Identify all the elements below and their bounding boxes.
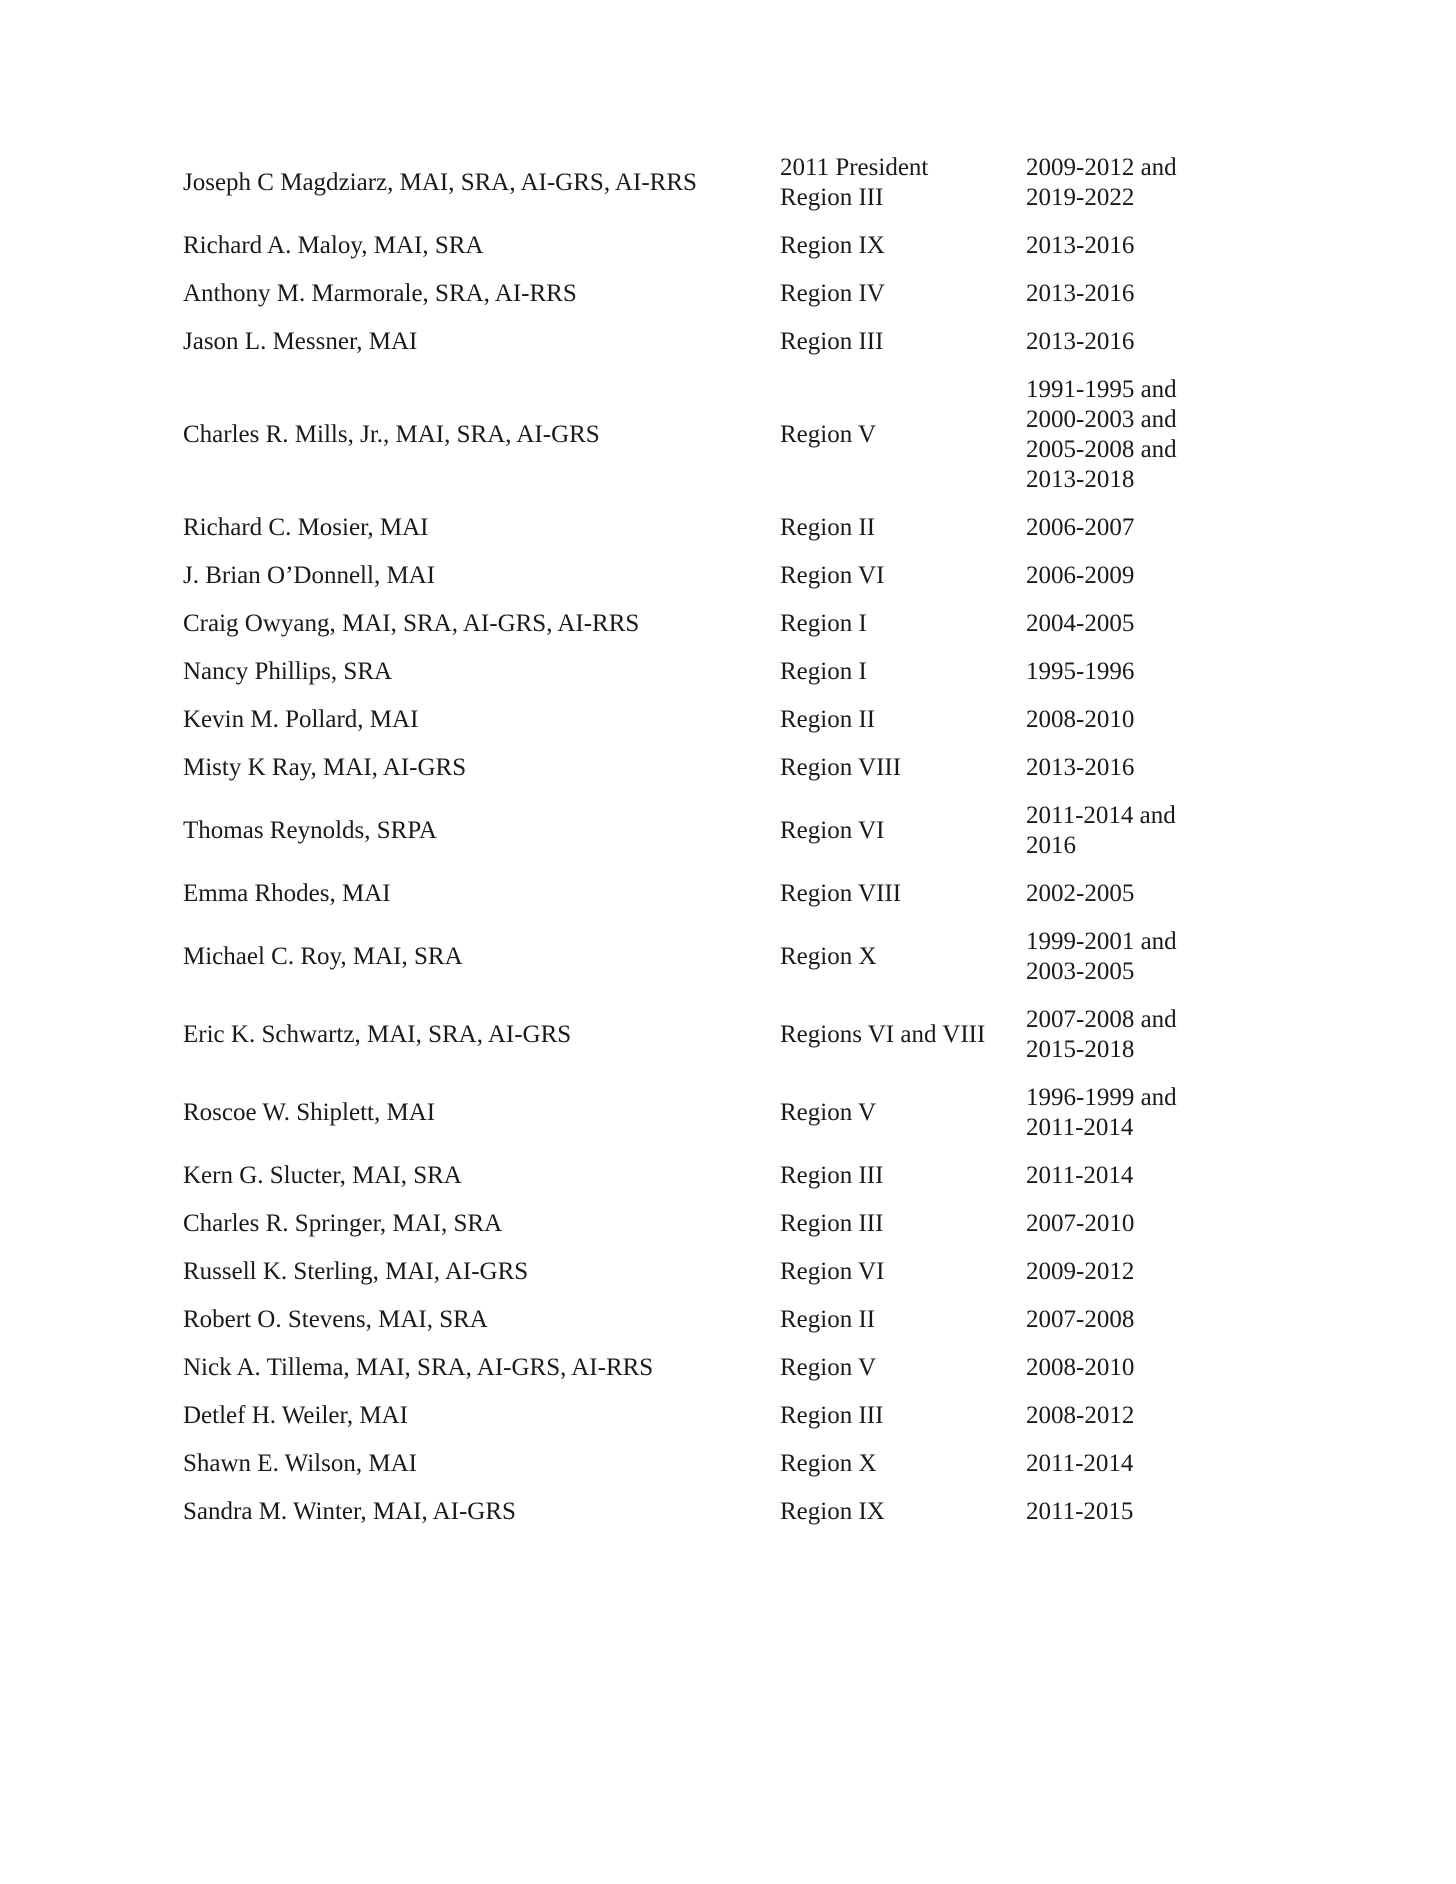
roster-body <box>183 153 1243 1536</box>
member-region <box>780 996 1026 1074</box>
roster-row <box>183 1392 1243 1440</box>
member-name: Eric K. Schwartz, MAI, SRA, AI-GRS <box>183 1021 572 1048</box>
years-line: 2003-2005 <box>1026 958 1135 985</box>
roster-row <box>183 552 1243 600</box>
member-name: Kern G. Slucter, MAI, SRA <box>183 1162 462 1189</box>
years-line: 2007-2010 <box>1026 1210 1135 1237</box>
member-years <box>1026 792 1243 870</box>
member-region <box>780 648 1026 696</box>
roster-row <box>183 1074 1243 1152</box>
years-line: 2013-2016 <box>1026 280 1135 307</box>
years-line: 2004-2005 <box>1026 610 1135 637</box>
member-name: Emma Rhodes, MAI <box>183 880 391 907</box>
years-line: 2015-2018 <box>1026 1036 1135 1063</box>
member-years <box>1026 153 1243 222</box>
roster-row <box>183 918 1243 996</box>
member-name: Richard A. Maloy, MAI, SRA <box>183 232 484 259</box>
member-name: Nancy Phillips, SRA <box>183 658 393 685</box>
member-years <box>1026 744 1243 792</box>
roster-row <box>183 1488 1243 1536</box>
member-years <box>1026 918 1243 996</box>
member-years <box>1026 600 1243 648</box>
years-line: 2006-2007 <box>1026 514 1135 541</box>
member-region <box>780 1296 1026 1344</box>
member-years <box>1026 870 1243 918</box>
region-line: Region II <box>780 514 876 541</box>
years-line: 2011-2015 <box>1026 1498 1134 1525</box>
roster-row <box>183 504 1243 552</box>
years-line: 2007-2008 <box>1026 1306 1135 1333</box>
years-line: 2011-2014 <box>1026 1450 1134 1477</box>
years-line: 2011-2014 <box>1026 1162 1134 1189</box>
region-line: Region X <box>780 943 877 970</box>
years-line: 2019-2022 <box>1026 184 1135 211</box>
region-line: Region III <box>780 1210 884 1237</box>
member-region <box>780 1248 1026 1296</box>
region-line: Region V <box>780 421 877 448</box>
member-region <box>780 1074 1026 1152</box>
member-name: Russell K. Sterling, MAI, AI-GRS <box>183 1258 529 1285</box>
roster-row <box>183 696 1243 744</box>
member-name: Nick A. Tillema, MAI, SRA, AI-GRS, AI-RRS <box>183 1354 654 1381</box>
member-region <box>780 1200 1026 1248</box>
roster-row <box>183 648 1243 696</box>
years-line: 1999-2001 and <box>1026 928 1177 955</box>
region-line: Region VI <box>780 1258 885 1285</box>
years-line: 2016 <box>1026 832 1076 859</box>
region-line: Region I <box>780 658 867 685</box>
region-line: Region IX <box>780 1498 885 1525</box>
member-region <box>780 870 1026 918</box>
member-name: Roscoe W. Shiplett, MAI <box>183 1099 436 1126</box>
roster-row <box>183 1248 1243 1296</box>
member-years <box>1026 222 1243 270</box>
roster-row <box>183 792 1243 870</box>
years-line: 2000-2003 and <box>1026 406 1177 433</box>
years-line: 2011-2014 <box>1026 1114 1134 1141</box>
member-years <box>1026 270 1243 318</box>
member-region <box>780 1344 1026 1392</box>
years-line: 2013-2016 <box>1026 232 1135 259</box>
region-line: Region VIII <box>780 754 902 781</box>
roster-row <box>183 1152 1243 1200</box>
member-name: Misty K Ray, MAI, AI-GRS <box>183 754 467 781</box>
roster-row <box>183 1440 1243 1488</box>
member-region <box>780 1488 1026 1536</box>
member-name: Charles R. Springer, MAI, SRA <box>183 1210 503 1237</box>
roster-row <box>183 1296 1243 1344</box>
years-line: 2006-2009 <box>1026 562 1135 589</box>
region-line: Region III <box>780 328 884 355</box>
region-line: Region VI <box>780 562 885 589</box>
member-region <box>780 504 1026 552</box>
years-line: 2013-2016 <box>1026 328 1135 355</box>
member-region <box>780 1152 1026 1200</box>
roster-row <box>183 996 1243 1074</box>
years-line: 2013-2016 <box>1026 754 1135 781</box>
member-years <box>1026 996 1243 1074</box>
roster-row <box>183 366 1243 504</box>
member-years <box>1026 1488 1243 1536</box>
roster-row <box>183 870 1243 918</box>
member-region <box>780 600 1026 648</box>
member-name: Thomas Reynolds, SRPA <box>183 817 437 844</box>
roster-row <box>183 600 1243 648</box>
member-years <box>1026 1074 1243 1152</box>
years-line: 2007-2008 and <box>1026 1006 1177 1033</box>
region-line: Region X <box>780 1450 877 1477</box>
member-region <box>780 318 1026 366</box>
member-years <box>1026 1248 1243 1296</box>
years-line: 1996-1999 and <box>1026 1084 1177 1111</box>
member-years <box>1026 552 1243 600</box>
region-line: Region V <box>780 1099 877 1126</box>
member-years <box>1026 1344 1243 1392</box>
region-line: Region I <box>780 610 867 637</box>
member-name: Craig Owyang, MAI, SRA, AI-GRS, AI-RRS <box>183 610 640 637</box>
region-line: Region V <box>780 1354 877 1381</box>
member-years <box>1026 1296 1243 1344</box>
member-name: Detlef H. Weiler, MAI <box>183 1402 408 1429</box>
member-years <box>1026 696 1243 744</box>
member-name: Sandra M. Winter, MAI, AI-GRS <box>183 1498 516 1525</box>
member-years <box>1026 648 1243 696</box>
member-region <box>780 552 1026 600</box>
years-line: 2008-2010 <box>1026 1354 1135 1381</box>
years-line: 2008-2012 <box>1026 1402 1135 1429</box>
member-name: Richard C. Mosier, MAI <box>183 514 429 541</box>
member-region <box>780 1392 1026 1440</box>
member-name: Kevin M. Pollard, MAI <box>183 706 419 733</box>
roster-table <box>183 153 1243 1536</box>
member-name: Jason L. Messner, MAI <box>183 328 418 355</box>
member-region <box>780 366 1026 504</box>
member-years <box>1026 504 1243 552</box>
region-line: 2011 President <box>780 154 929 181</box>
region-line: Region III <box>780 184 884 211</box>
years-line: 1991-1995 and <box>1026 376 1177 403</box>
roster-row <box>183 270 1243 318</box>
region-line: Region III <box>780 1402 884 1429</box>
member-region <box>780 222 1026 270</box>
member-region <box>780 153 1026 222</box>
years-line: 2009-2012 and <box>1026 154 1177 181</box>
region-line: Regions VI and VIII <box>780 1021 986 1048</box>
years-line: 2008-2010 <box>1026 706 1135 733</box>
member-region <box>780 696 1026 744</box>
years-line: 1995-1996 <box>1026 658 1135 685</box>
member-name: J. Brian O’Donnell, MAI <box>183 562 436 589</box>
member-region <box>780 744 1026 792</box>
years-line: 2013-2018 <box>1026 466 1135 493</box>
member-years <box>1026 366 1243 504</box>
region-line: Region VIII <box>780 880 902 907</box>
member-region <box>780 270 1026 318</box>
roster-row <box>183 153 1243 222</box>
roster-row <box>183 318 1243 366</box>
member-region <box>780 792 1026 870</box>
member-years <box>1026 318 1243 366</box>
years-line: 2009-2012 <box>1026 1258 1135 1285</box>
member-name: Joseph C Magdziarz, MAI, SRA, AI-GRS, AI-RRS <box>183 169 697 196</box>
region-line: Region II <box>780 1306 876 1333</box>
roster-row <box>183 222 1243 270</box>
region-line: Region VI <box>780 817 885 844</box>
member-region <box>780 1440 1026 1488</box>
roster-row <box>183 1200 1243 1248</box>
member-name: Anthony M. Marmorale, SRA, AI-RRS <box>183 280 577 307</box>
member-name: Shawn E. Wilson, MAI <box>183 1450 417 1477</box>
member-years <box>1026 1440 1243 1488</box>
region-line: Region III <box>780 1162 884 1189</box>
years-line: 2005-2008 and <box>1026 436 1177 463</box>
region-line: Region IV <box>780 280 885 307</box>
years-line: 2011-2014 and <box>1026 802 1176 829</box>
years-line: 2002-2005 <box>1026 880 1135 907</box>
member-name: Charles R. Mills, Jr., MAI, SRA, AI-GRS <box>183 421 600 448</box>
roster-row <box>183 1344 1243 1392</box>
member-years <box>1026 1152 1243 1200</box>
member-name: Robert O. Stevens, MAI, SRA <box>183 1306 488 1333</box>
member-name: Michael C. Roy, MAI, SRA <box>183 943 463 970</box>
member-years <box>1026 1200 1243 1248</box>
roster-row <box>183 744 1243 792</box>
region-line: Region II <box>780 706 876 733</box>
member-years <box>1026 1392 1243 1440</box>
region-line: Region IX <box>780 232 885 259</box>
member-region <box>780 918 1026 996</box>
